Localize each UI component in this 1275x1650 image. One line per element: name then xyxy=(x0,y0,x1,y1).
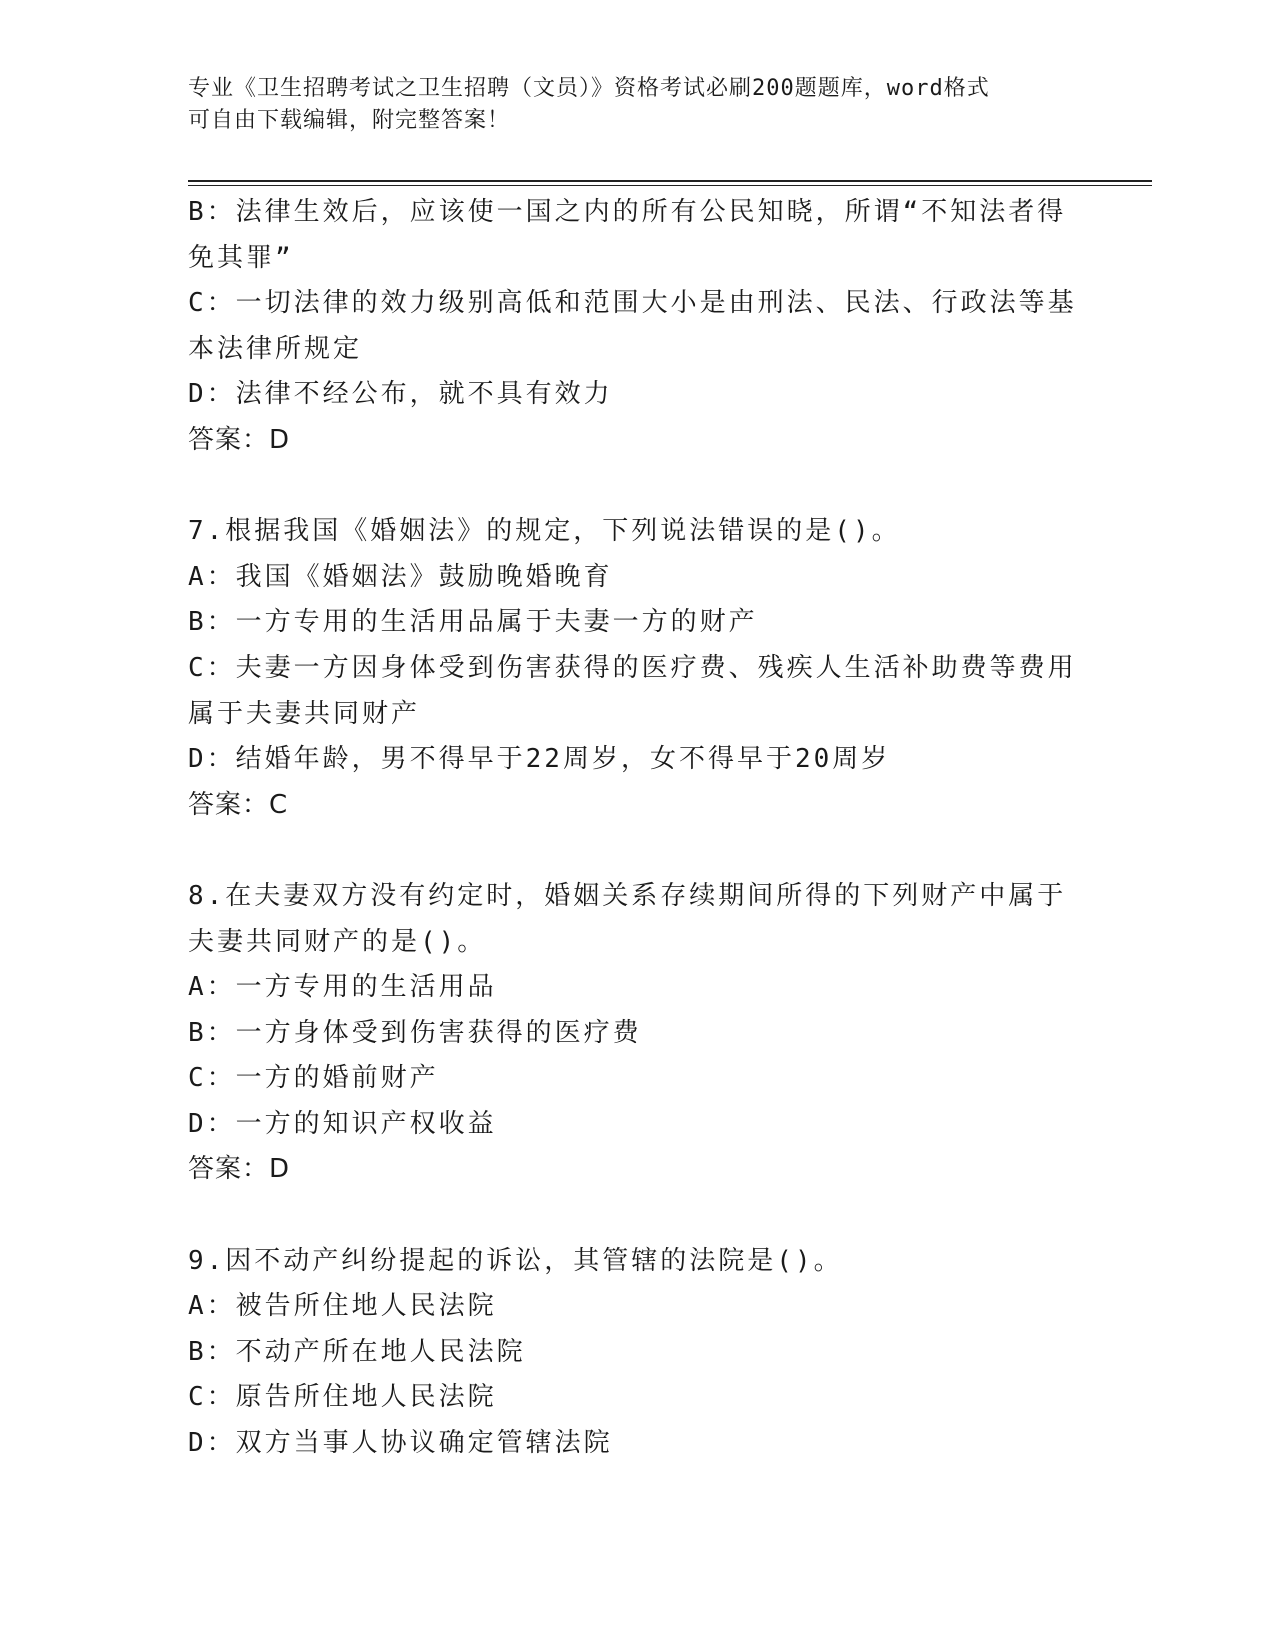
option-c: C：一切法律的效力级别高低和范围大小是由刑法、民法、行政法等基 xyxy=(188,288,1077,319)
option-b: B：一方身体受到伤害获得的医疗费 xyxy=(188,1017,642,1048)
header-line-2: 可自由下载编辑，附完整答案！ xyxy=(188,108,511,133)
option-a: A：我国《婚姻法》鼓励晚婚晚育 xyxy=(188,561,613,592)
option-d: D：法律不经公布，就不具有效力 xyxy=(188,379,613,410)
question-8 xyxy=(188,874,1088,1193)
option-c-cont: 本法律所规定 xyxy=(188,333,363,364)
option-b: B：法律生效后，应该使一国之内的所有公民知晓，所谓“不知法者得 xyxy=(188,197,1067,227)
spacer xyxy=(188,464,1088,510)
option-c: C：一方的婚前财产 xyxy=(188,1063,439,1094)
option-c-cont: 属于夫妻共同财产 xyxy=(188,698,421,729)
option-b: B：一方专用的生活用品属于夫妻一方的财产 xyxy=(188,607,758,638)
option-a: A：被告所住地人民法院 xyxy=(188,1291,497,1322)
answer: 答案：D xyxy=(188,424,291,455)
spacer xyxy=(188,1193,1088,1239)
option-d: D：双方当事人协议确定管辖法院 xyxy=(188,1428,613,1459)
question-7 xyxy=(188,509,1088,828)
header-line-1: 专业《卫生招聘考试之卫生招聘（文员）》资格考试必刷200题题库，word格式 xyxy=(188,76,990,101)
option-c: C：原告所住地人民法院 xyxy=(188,1382,497,1413)
question-stem: 8.在夫妻双方没有约定时，婚姻关系存续期间所得的下列财产中属于 xyxy=(188,880,1067,911)
answer: 答案：D xyxy=(188,1154,291,1185)
document-header xyxy=(188,73,1088,137)
question-stem: 7.根据我国《婚姻法》的规定，下列说法错误的是()。 xyxy=(188,516,901,547)
option-a: A：一方专用的生活用品 xyxy=(188,972,497,1003)
option-c: C：夫妻一方因身体受到伤害获得的医疗费、残疾人生活补助费等费用 xyxy=(188,652,1077,683)
answer: 答案：C xyxy=(188,789,289,820)
header-divider-thick xyxy=(188,180,1152,182)
document-body xyxy=(188,190,1088,1467)
option-d: D：结婚年龄，男不得早于22周岁，女不得早于20周岁 xyxy=(188,744,891,775)
question-6-tail xyxy=(188,190,1088,464)
option-b-cont: 免其罪” xyxy=(188,242,294,273)
question-stem-cont: 夫妻共同财产的是()。 xyxy=(188,926,487,957)
question-9 xyxy=(188,1239,1088,1467)
header-divider-thin xyxy=(188,185,1152,186)
question-stem: 9.因不动产纠纷提起的诉讼，其管辖的法院是()。 xyxy=(188,1245,843,1276)
option-d: D：一方的知识产权收益 xyxy=(188,1108,497,1139)
option-b: B：不动产所在地人民法院 xyxy=(188,1336,526,1367)
spacer xyxy=(188,828,1088,874)
